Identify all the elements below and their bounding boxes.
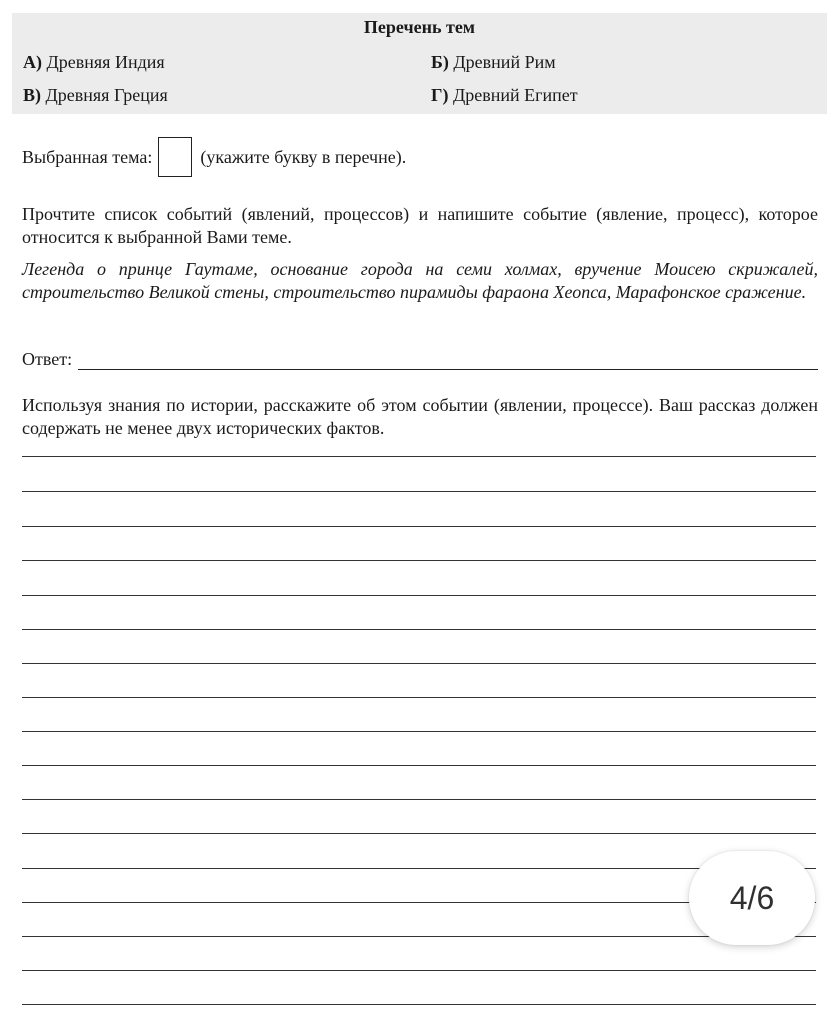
task1-instructions: Прочтите список событий (явлений, процессов) и напишите событие (явление, процесс), которое относится к выбранной Вами теме. (22, 204, 818, 247)
topic-b (431, 52, 556, 73)
chosen-topic-letter-box[interactable] (158, 137, 192, 177)
topic-v (23, 85, 168, 106)
writing-line[interactable] (22, 799, 816, 800)
topic-g-name: Древний Египет (452, 85, 578, 105)
answer-label: Ответ: (22, 349, 73, 369)
writing-line[interactable] (22, 868, 816, 869)
page-indicator: 4/6 (689, 851, 815, 945)
writing-line[interactable] (22, 697, 816, 698)
chosen-topic-hint: (укажите букву в перечне). (200, 146, 407, 167)
writing-line[interactable] (22, 663, 816, 664)
writing-line[interactable] (22, 731, 816, 732)
chosen-topic-row (22, 136, 406, 178)
topic-b-letter: Б) (431, 52, 449, 72)
writing-line[interactable] (22, 833, 816, 834)
writing-line[interactable] (22, 595, 816, 596)
writing-line[interactable] (22, 560, 816, 561)
topics-list-box (12, 13, 827, 114)
writing-line[interactable] (22, 526, 816, 527)
writing-line[interactable] (22, 456, 816, 457)
events-list: Легенда о принце Гаутаме, основание города на семи холмах, вручение Моисею скрижалей, строительство Великой стены, строительство пирамиды фараона Хеопса, Марафонское сражение. (22, 259, 818, 302)
writing-line[interactable] (22, 491, 816, 492)
writing-line[interactable] (22, 629, 816, 630)
answer-field[interactable] (78, 349, 818, 370)
topics-title: Перечень тем (363, 17, 476, 37)
topic-v-letter: В) (23, 85, 41, 105)
topic-g (431, 85, 578, 106)
topic-b-name: Древний Рим (453, 52, 556, 72)
writing-line[interactable] (22, 1004, 816, 1005)
topic-a (23, 52, 165, 73)
topic-a-name: Древняя Индия (46, 52, 165, 72)
writing-line[interactable] (22, 970, 816, 971)
chosen-topic-label: Выбранная тема: (22, 146, 153, 167)
topic-a-letter: А) (23, 52, 42, 72)
topic-g-letter: Г) (431, 85, 449, 105)
writing-line[interactable] (22, 936, 816, 937)
writing-line[interactable] (22, 765, 816, 766)
topic-v-name: Древняя Греция (45, 85, 168, 105)
task2-instructions: Используя знания по истории, расскажите об этом событии (явлении, процессе). Ваш рассказ должен содержать не менее двух исторических фактов. (22, 395, 818, 438)
answer-row (22, 346, 818, 370)
